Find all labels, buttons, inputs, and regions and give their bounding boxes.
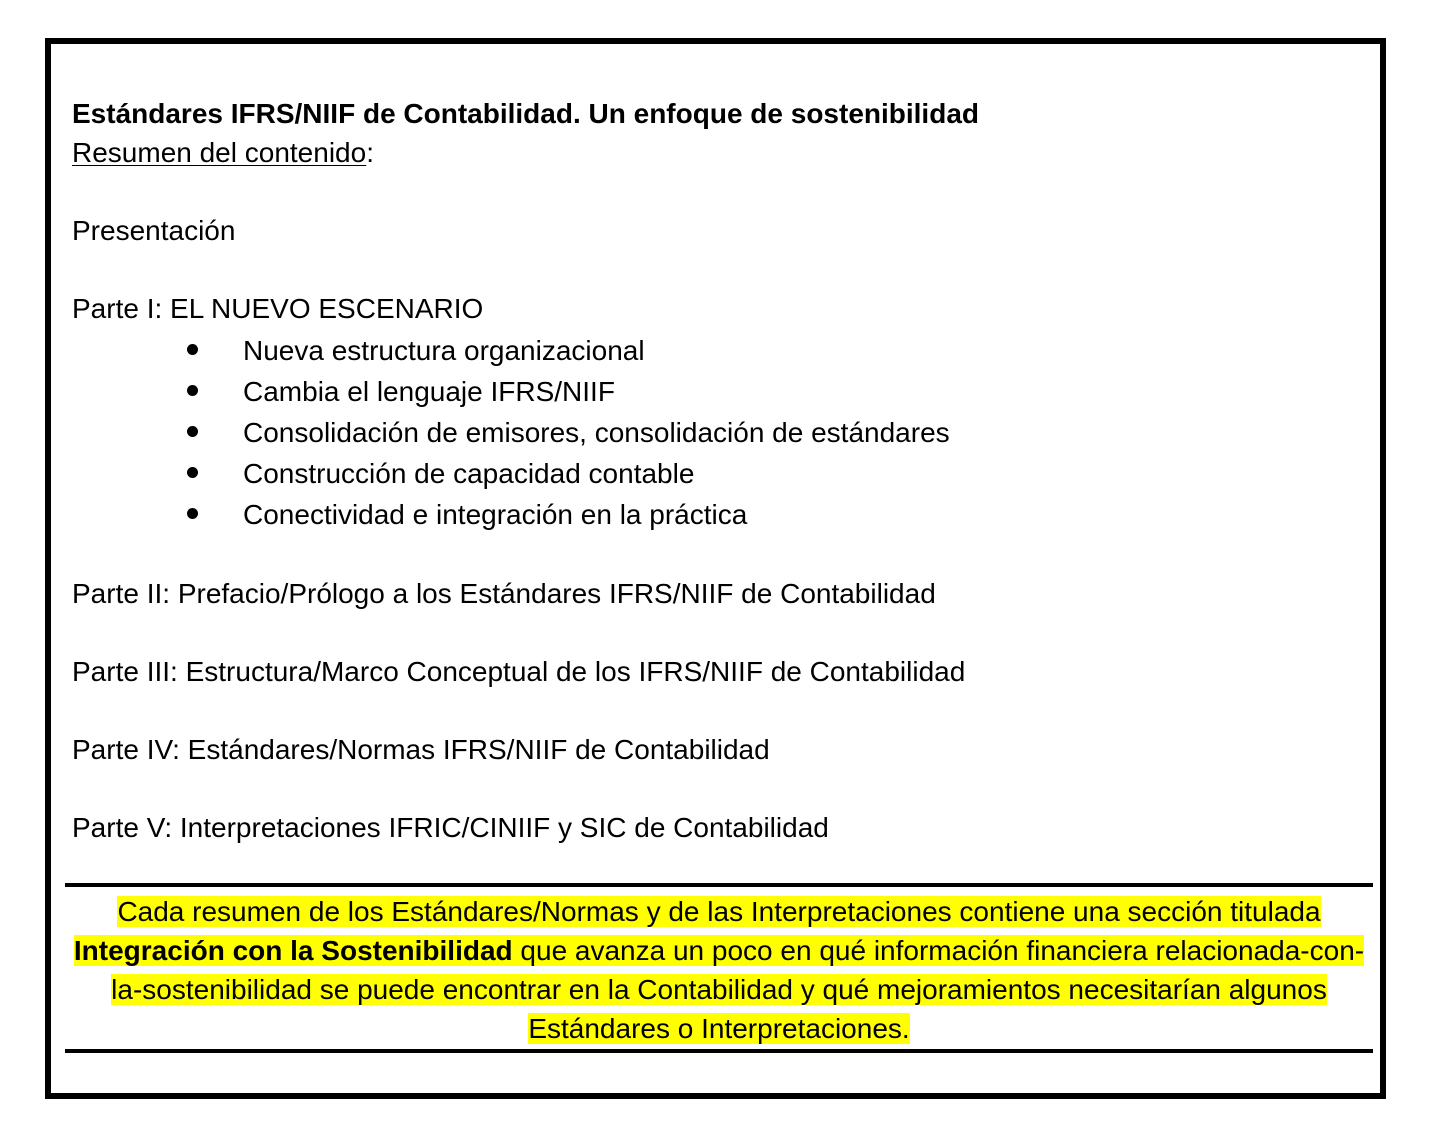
list-item [72, 494, 1362, 535]
bullet-icon [187, 467, 198, 478]
part1-heading: Parte I: EL NUEVO ESCENARIO [72, 293, 484, 324]
document-frame [45, 38, 1386, 1099]
part3-heading: Parte III: Estructura/Marco Conceptual de los IFRS/NIIF de Contabilidad [72, 656, 966, 687]
sustainability-note [65, 892, 1373, 1048]
part1-bullet-list [72, 330, 1362, 535]
bullet-icon [187, 385, 198, 396]
spacer [72, 769, 1362, 808]
spacer [72, 535, 1362, 574]
note-text-start: Cada resumen de los Estándares/Normas y de las Interpretaciones contiene una sección titulada [117, 896, 1321, 927]
note-bold-phrase: Integración con la Sostenibilidad [73, 935, 513, 966]
part5-heading: Parte V: Interpretaciones IFRIC/CINIIF y SIC de Contabilidad [72, 812, 829, 843]
list-item [72, 412, 1362, 453]
subtitle-colon: : [366, 137, 374, 168]
list-item [72, 371, 1362, 412]
note-top-divider [65, 883, 1373, 887]
list-item-text: Conectividad e integración en la práctica [243, 499, 748, 530]
bullet-icon [187, 508, 198, 519]
list-item [72, 453, 1362, 494]
list-item-text: Consolidación de emisores, consolidación de estándares [243, 417, 950, 448]
bullet-icon [187, 426, 198, 437]
list-item [72, 330, 1362, 371]
document-title: Estándares IFRS/NIIF de Contabilidad. Un enfoque de sostenibilidad [72, 98, 979, 129]
note-highlight [74, 896, 1364, 1044]
part4-heading: Parte IV: Estándares/Normas IFRS/NIIF de Contabilidad [72, 734, 770, 765]
list-item-text: Cambia el lenguaje IFRS/NIIF [243, 376, 615, 407]
document-subtitle [72, 133, 1362, 172]
spacer [72, 250, 1362, 289]
document-content [72, 94, 1362, 847]
subtitle-underlined-text: Resumen del contenido [72, 137, 367, 168]
bullet-icon [187, 344, 198, 355]
part2-heading: Parte II: Prefacio/Prólogo a los Estándares IFRS/NIIF de Contabilidad [72, 578, 936, 609]
spacer [72, 172, 1362, 211]
list-item-text: Construcción de capacidad contable [243, 458, 695, 489]
presentation-heading: Presentación [72, 215, 236, 246]
note-bottom-divider [65, 1049, 1373, 1053]
spacer [72, 691, 1362, 730]
list-item-text: Nueva estructura organizacional [243, 335, 645, 366]
note-text-end: que avanza un poco en qué información financiera relacionada-con-la-sostenibilidad se puede encontrar en la Contabilidad y qué mejoramientos necesitarían algunos Estándares o Interpretaciones. [111, 935, 1365, 1044]
spacer [72, 613, 1362, 652]
